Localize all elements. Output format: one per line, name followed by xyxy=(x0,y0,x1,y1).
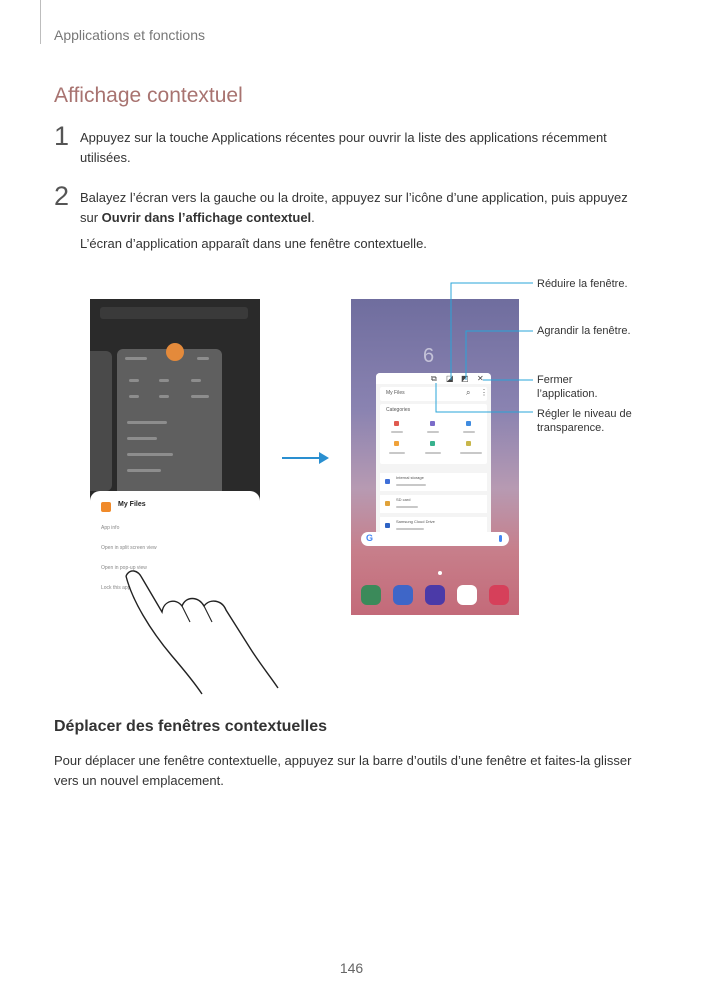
callout-maximize: Agrandir la fenêtre. xyxy=(537,325,631,337)
callout-close-line2: l’application. xyxy=(537,388,598,400)
play-store-icon xyxy=(457,585,477,605)
hand-pointer-icon xyxy=(120,560,290,695)
search-icon: ⌕ xyxy=(466,388,471,397)
popup-app-title: My Files xyxy=(386,390,405,396)
my-files-app-icon xyxy=(166,343,184,361)
minimize-icon: ◪ xyxy=(446,374,454,383)
close-icon: ✕ xyxy=(477,374,484,383)
callout-close-line1: Fermer xyxy=(537,374,573,386)
running-header: Applications et fonctions xyxy=(54,27,205,43)
section-title: Affichage contextuel xyxy=(54,84,243,107)
app-options-title: My Files xyxy=(118,501,146,508)
menu-item-app-info: App info xyxy=(101,525,120,531)
subsection-title: Déplacer des fenêtres contextuelles xyxy=(54,718,328,735)
step-text-2-before: Balayez l’écran vers la gauche ou la droite, appuyez sur l’icône d’une application, puis appuyez sur xyxy=(80,190,628,225)
callout-close xyxy=(537,373,598,401)
camera-icon xyxy=(489,585,509,605)
storage-row-sd: SD card xyxy=(380,495,487,513)
menu-item-popup-view: Open in pop-up view xyxy=(101,565,147,571)
step-text-1: Appuyez sur la touche Applications récentes pour ouvrir la liste des applications récemment utilisées. xyxy=(80,130,607,165)
menu-item-lock-app: Lock this app xyxy=(101,585,131,591)
categories-label: Categories xyxy=(386,407,411,413)
popup-app-bar xyxy=(380,387,487,401)
maximize-icon: ◩ xyxy=(461,374,469,383)
messages-icon xyxy=(393,585,413,605)
callout-minimize: Réduire la fenêtre. xyxy=(537,278,628,290)
page-number: 146 xyxy=(339,960,364,976)
storage-row-internal: Internal storage xyxy=(380,473,487,491)
phone-icon xyxy=(361,585,381,605)
popup-view-screen xyxy=(351,299,519,615)
step-text-2 xyxy=(80,188,645,228)
categories-panel xyxy=(380,404,487,464)
google-icon: G xyxy=(366,533,374,543)
transparency-icon: ⧉ xyxy=(431,374,437,383)
step-text-2-after: . xyxy=(311,210,315,225)
search-bar-placeholder xyxy=(100,307,248,319)
more-options-icon: ⋮ xyxy=(480,388,488,397)
transition-arrow-icon xyxy=(281,450,331,466)
recent-app-card xyxy=(117,349,222,499)
google-search-bar xyxy=(361,532,509,546)
mic-icon xyxy=(499,535,502,542)
storage-row-cloud: Samsung Cloud Drive xyxy=(380,517,487,535)
header-rule xyxy=(40,0,41,44)
popup-window xyxy=(376,373,491,543)
step-number-1: 1 xyxy=(54,121,70,151)
subsection-text: Pour déplacer une fenêtre contextuelle, appuyez sur la barre d’outils d’une fenêtre et faites-la glisser vers un nouvel emplacement. xyxy=(54,753,632,788)
page-indicator xyxy=(438,571,442,575)
menu-item-split-screen: Open in split screen view xyxy=(101,545,157,551)
popup-toolbar xyxy=(376,373,491,384)
my-files-icon xyxy=(101,502,111,512)
step-note: L’écran d’application apparaît dans une fenêtre contextuelle. xyxy=(80,236,427,251)
step-number-2: 2 xyxy=(54,181,70,211)
home-clock: 6 xyxy=(423,345,435,367)
callout-transparency xyxy=(537,407,632,435)
open-popup-command: Ouvrir dans l’affichage contextuel xyxy=(101,210,312,225)
internet-icon xyxy=(425,585,445,605)
recent-app-card-partial xyxy=(90,351,112,491)
callout-transparency-line2: transparence. xyxy=(537,422,605,434)
callout-transparency-line1: Régler le niveau de xyxy=(537,408,632,420)
